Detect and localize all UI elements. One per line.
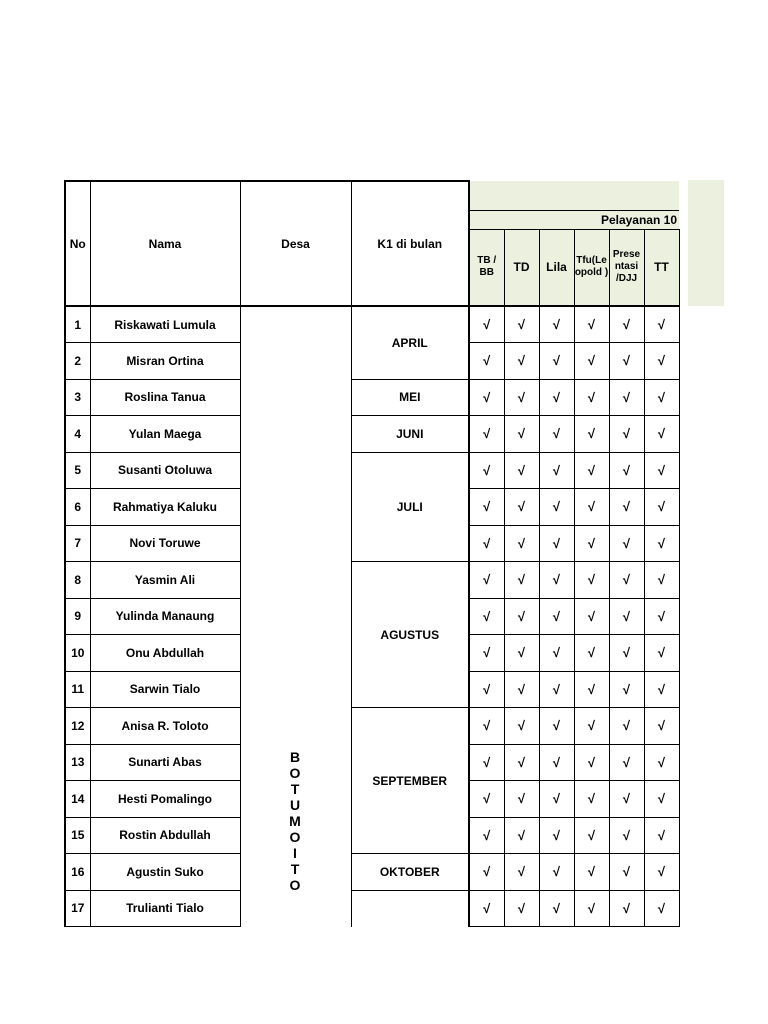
service-check-icon: √ [574,379,609,416]
service-check-icon: √ [609,416,644,453]
service-check-icon: √ [609,635,644,672]
row-no: 5 [65,452,90,489]
service-check-icon: √ [469,671,504,708]
service-check-icon: √ [539,890,574,927]
service-check-icon: √ [609,306,644,343]
desa-letter: M [289,812,302,829]
service-check-icon: √ [469,525,504,562]
service-check-icon: √ [539,416,574,453]
month-cell: AGUSTUS [351,562,469,708]
row-no: 11 [65,671,90,708]
service-check-icon: √ [609,379,644,416]
service-check-icon: √ [539,781,574,818]
service-check-icon: √ [609,452,644,489]
service-check-icon: √ [644,671,679,708]
service-check-icon: √ [644,635,679,672]
service-check-icon: √ [644,306,679,343]
desa-letter: B [289,748,302,765]
desa-letter: O [289,876,302,893]
row-no: 3 [65,379,90,416]
service-check-icon: √ [504,489,539,526]
table-row [65,379,679,416]
service-check-icon: √ [539,671,574,708]
row-nama: Yulan Maega [90,416,240,453]
service-check-icon: √ [469,635,504,672]
row-no: 13 [65,744,90,781]
row-nama: Sunarti Abas [90,744,240,781]
header-desa: Desa [240,181,351,306]
row-no: 8 [65,562,90,599]
service-check-icon: √ [609,343,644,380]
desa-letter: T [290,860,301,877]
month-cell [351,890,469,927]
row-no: 15 [65,817,90,854]
service-check-icon: √ [539,452,574,489]
service-check-icon: √ [469,343,504,380]
service-check-icon: √ [469,489,504,526]
service-check-icon: √ [644,817,679,854]
anc-register-sheet [64,180,680,927]
service-check-icon: √ [469,416,504,453]
service-check-icon: √ [574,781,609,818]
service-check-icon: √ [539,562,574,599]
service-check-icon: √ [574,416,609,453]
header-service-1: TD [504,229,539,306]
service-check-icon: √ [539,489,574,526]
service-check-icon: √ [574,708,609,745]
service-check-icon: √ [504,306,539,343]
service-check-icon: √ [469,744,504,781]
row-nama: Susanti Otoluwa [90,452,240,489]
row-nama: Sarwin Tialo [90,671,240,708]
service-check-icon: √ [574,671,609,708]
table-row [65,708,679,745]
row-nama: Anisa R. Toloto [90,708,240,745]
service-check-icon: √ [539,635,574,672]
table-row [65,890,679,927]
service-check-icon: √ [469,708,504,745]
header-service-4: Prese ntasi /DJJ [609,229,644,306]
service-check-icon: √ [644,744,679,781]
row-nama: Onu Abdullah [90,635,240,672]
header-service-5: TT [644,229,679,306]
service-check-icon: √ [644,708,679,745]
service-check-icon: √ [644,781,679,818]
month-cell: OKTOBER [351,854,469,891]
service-check-icon: √ [574,744,609,781]
row-no: 12 [65,708,90,745]
service-check-icon: √ [504,671,539,708]
service-check-icon: √ [609,525,644,562]
service-check-icon: √ [574,306,609,343]
row-no: 7 [65,525,90,562]
service-check-icon: √ [469,562,504,599]
service-check-icon: √ [504,379,539,416]
header-background-extension [688,180,724,306]
service-check-icon: √ [504,635,539,672]
service-check-icon: √ [504,416,539,453]
header-blank-band [469,181,679,210]
header-pelayanan: Pelayanan 10 [469,210,679,229]
service-check-icon: √ [504,781,539,818]
service-check-icon: √ [609,598,644,635]
desa-letter: O [289,828,302,845]
service-check-icon: √ [539,379,574,416]
service-check-icon: √ [574,343,609,380]
service-check-icon: √ [644,890,679,927]
row-nama: Novi Toruwe [90,525,240,562]
service-check-icon: √ [574,562,609,599]
service-check-icon: √ [469,890,504,927]
service-check-icon: √ [539,598,574,635]
service-check-icon: √ [539,525,574,562]
service-check-icon: √ [469,306,504,343]
service-check-icon: √ [504,343,539,380]
service-check-icon: √ [609,708,644,745]
service-check-icon: √ [469,781,504,818]
service-check-icon: √ [644,379,679,416]
service-check-icon: √ [644,343,679,380]
header-service-0: TB / BB [469,229,504,306]
desa-letter: I [293,844,298,861]
service-check-icon: √ [504,744,539,781]
row-nama: Yasmin Ali [90,562,240,599]
anc-register-table [64,180,680,927]
service-check-icon: √ [539,817,574,854]
table-row [65,854,679,891]
month-cell: APRIL [351,306,469,379]
desa-letter: T [290,780,301,797]
service-check-icon: √ [644,525,679,562]
service-check-icon: √ [609,781,644,818]
row-no: 6 [65,489,90,526]
service-check-icon: √ [644,562,679,599]
service-check-icon: √ [644,452,679,489]
row-nama: Trulianti Tialo [90,890,240,927]
header-nama: Nama [90,181,240,306]
row-nama: Yulinda Manaung [90,598,240,635]
row-nama: Rahmatiya Kaluku [90,489,240,526]
service-check-icon: √ [539,744,574,781]
service-check-icon: √ [504,525,539,562]
desa-cell [240,306,351,927]
service-check-icon: √ [574,452,609,489]
service-check-icon: √ [469,854,504,891]
service-check-icon: √ [539,343,574,380]
service-check-icon: √ [539,854,574,891]
header-service-2: Lila [539,229,574,306]
service-check-icon: √ [539,306,574,343]
month-cell: SEPTEMBER [351,708,469,854]
row-no: 1 [65,306,90,343]
header-no: No [65,181,90,306]
service-check-icon: √ [469,452,504,489]
service-check-icon: √ [504,890,539,927]
row-nama: Rostin Abdullah [90,817,240,854]
service-check-icon: √ [469,817,504,854]
service-check-icon: √ [574,854,609,891]
service-check-icon: √ [574,817,609,854]
row-no: 14 [65,781,90,818]
header-k1-bulan: K1 di bulan [351,181,469,306]
row-no: 16 [65,854,90,891]
row-no: 4 [65,416,90,453]
row-no: 17 [65,890,90,927]
row-no: 9 [65,598,90,635]
month-cell: MEI [351,379,469,416]
table-row [65,306,679,343]
service-check-icon: √ [504,598,539,635]
service-check-icon: √ [609,890,644,927]
service-check-icon: √ [469,379,504,416]
service-check-icon: √ [644,489,679,526]
service-check-icon: √ [644,598,679,635]
service-check-icon: √ [609,744,644,781]
service-check-icon: √ [574,890,609,927]
service-check-icon: √ [574,635,609,672]
service-check-icon: √ [609,562,644,599]
service-check-icon: √ [609,817,644,854]
month-cell: JULI [351,452,469,562]
service-check-icon: √ [644,416,679,453]
service-check-icon: √ [609,854,644,891]
row-nama: Agustin Suko [90,854,240,891]
month-cell: JUNI [351,416,469,453]
service-check-icon: √ [574,525,609,562]
service-check-icon: √ [609,671,644,708]
service-check-icon: √ [644,854,679,891]
service-check-icon: √ [574,598,609,635]
service-check-icon: √ [504,562,539,599]
table-row [65,562,679,599]
table-row [65,416,679,453]
row-no: 2 [65,343,90,380]
header-service-3: Tfu(Le opold ) [574,229,609,306]
row-nama: Hesti Pomalingo [90,781,240,818]
table-row [65,452,679,489]
service-check-icon: √ [469,598,504,635]
service-check-icon: √ [609,489,644,526]
row-nama: Riskawati Lumula [90,306,240,343]
service-check-icon: √ [504,452,539,489]
service-check-icon: √ [539,708,574,745]
row-no: 10 [65,635,90,672]
desa-letter: O [289,764,302,781]
service-check-icon: √ [504,708,539,745]
service-check-icon: √ [504,854,539,891]
desa-letter: U [289,796,302,813]
row-nama: Misran Ortina [90,343,240,380]
service-check-icon: √ [504,817,539,854]
service-check-icon: √ [574,489,609,526]
row-nama: Roslina Tanua [90,379,240,416]
